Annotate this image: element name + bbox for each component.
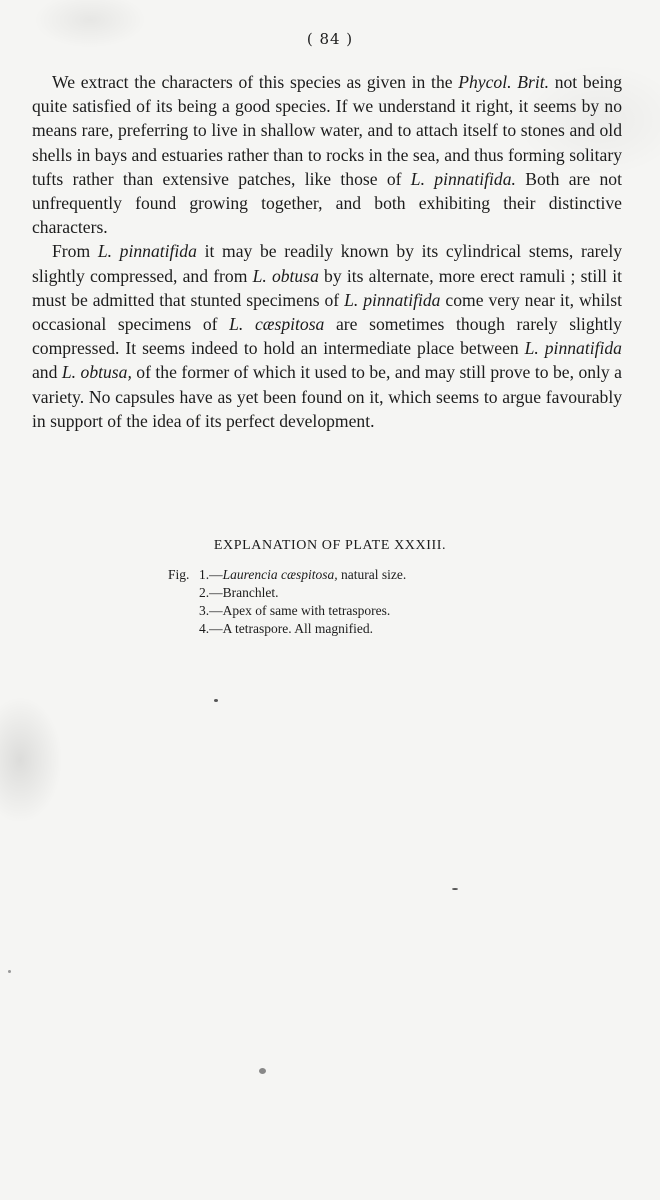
italic-text: Phycol. Brit. <box>458 72 549 92</box>
text-run: it may be readily known by its cylindrical stems, rarely slightly compressed, and from <box>32 241 623 286</box>
scan-speck <box>214 699 218 702</box>
figure-description <box>223 602 391 620</box>
italic-text: L. pinnatifida <box>344 289 441 310</box>
paragraph-1 <box>32 70 622 239</box>
italic-text: L. obtusa, <box>61 362 132 383</box>
figure-item <box>168 602 660 620</box>
text-run: We extract the characters of this species as given in the <box>52 72 459 92</box>
italic-text: L. pinnatifida <box>97 241 197 262</box>
scan-speck <box>259 1068 266 1074</box>
text-run: of the former of which it used to be, and may still prove to be, only a variety. No capsules have as yet been found on it, which seems to argue favourably in support of the idea of its perfect development. <box>32 362 622 431</box>
figure-number: 4.— <box>199 621 223 636</box>
plate-explanation <box>0 538 660 638</box>
text-run: Both are not unfrequently found growing together, and both exhibiting their distinctive characters. <box>32 168 622 238</box>
italic-text: L. obtusa <box>252 265 319 286</box>
figure-item <box>168 584 660 602</box>
text-run: Apex of same with tetraspores. <box>222 603 391 618</box>
figure-list <box>168 566 660 638</box>
fig-label <box>168 620 199 638</box>
italic-text: Laurencia cæspitosa, <box>222 567 338 582</box>
fig-label <box>168 602 199 620</box>
text-run: A tetraspore. All magnified. <box>222 621 373 636</box>
text-run: and <box>32 362 62 383</box>
text-run: are sometimes though rarely slightly compressed. It seems indeed to hold an intermediate place between <box>32 314 622 359</box>
text-run: From <box>52 241 98 262</box>
text-run: not being quite satisfied of its being a good species. If we understand it right, it seems by no means rare, preferring to live in shallow water, and to attach itself to stones and old shells in bays and estuaries rather than to rocks in the sea, and thus forming solitary tufts rather than extensive patches, like those of <box>32 72 622 189</box>
text-run: by its alternate, more erect ramuli ; still it must be admitted that stunted specimens of <box>32 265 622 310</box>
figure-description <box>223 620 373 638</box>
figure-number: 2.— <box>199 585 223 600</box>
scan-speck <box>452 888 458 890</box>
page-number: ( 84 ) <box>306 30 354 48</box>
figure-description <box>223 584 279 602</box>
figure-item <box>168 620 660 638</box>
explanation-heading: EXPLANATION OF PLATE XXXIII. <box>213 538 447 553</box>
text-run: come very near it, whilst occasional specimens of <box>32 289 622 335</box>
figure-item <box>168 566 660 584</box>
figure-description <box>223 566 407 584</box>
text-run: Branchlet. <box>222 585 279 600</box>
fig-label: Fig. <box>168 567 190 582</box>
text-run: natural size. <box>337 567 407 582</box>
italic-text: L. pinnatifida. <box>410 168 516 189</box>
paragraph-2 <box>32 239 622 433</box>
fig-label <box>168 584 199 602</box>
italic-text: L. pinnatifida <box>524 338 622 359</box>
body-text <box>32 70 622 433</box>
figure-number: 3.— <box>199 603 223 618</box>
figure-number: 1.— <box>199 567 223 582</box>
italic-text: L. cæspitosa <box>229 314 325 335</box>
scan-speck <box>8 970 11 973</box>
